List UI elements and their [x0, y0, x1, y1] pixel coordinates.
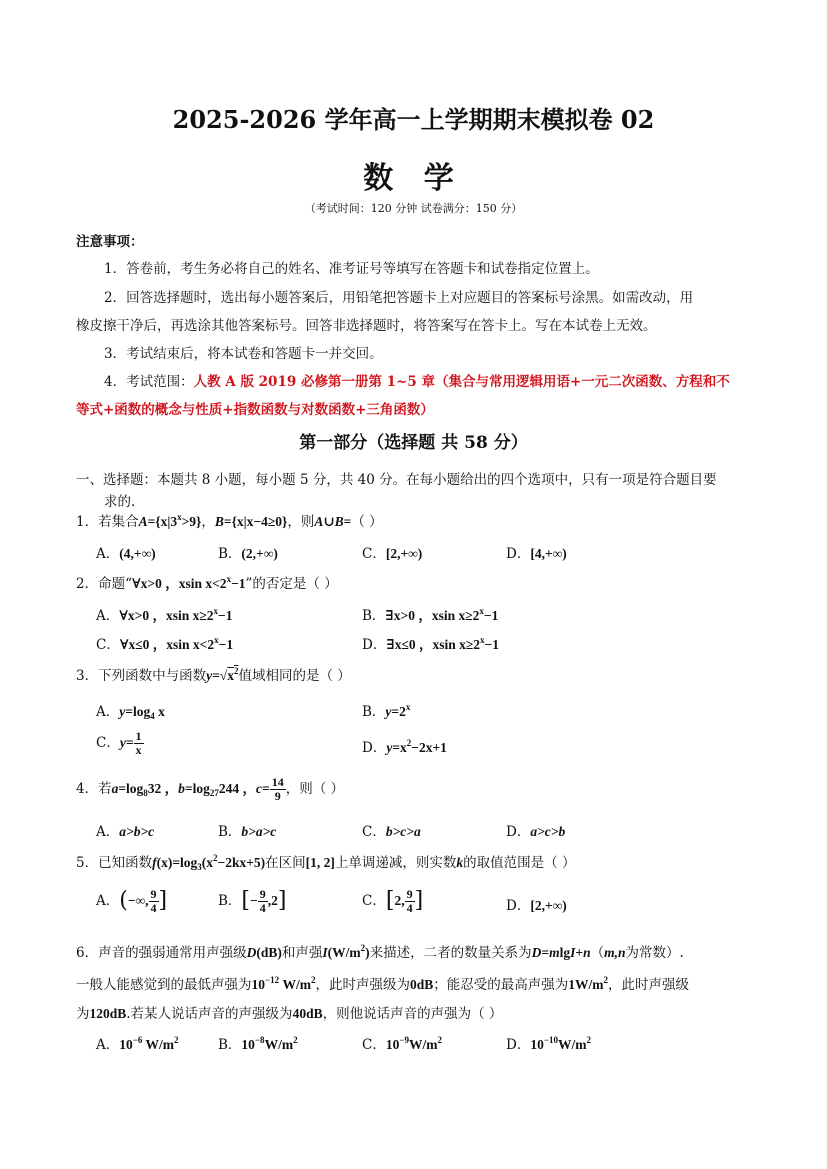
question-2-option-c[interactable]: C．∀x≤0 ，xsin $x<2^x-1$ [96, 635, 234, 653]
question-2-option-a[interactable]: A．∀x>0 ，xsin $x\ge 2^x-1$ [96, 606, 233, 624]
question-5-option-a[interactable]: A．(−∞, $\frac{9}{4}$ ] [96, 887, 168, 915]
question-5-option-c[interactable]: C．[2, $\frac{9}{4}$ ] [362, 887, 424, 915]
notice-item-3: 3．考试结束后，将本试卷和答题卡一并交回。 [104, 346, 383, 362]
question-4-option-c[interactable]: C．b>c>a [362, 824, 421, 840]
question-5-option-d[interactable]: D．[2,+∞) [506, 898, 567, 914]
question-4-option-a[interactable]: A．a>b>c [96, 824, 155, 840]
question-3-option-b[interactable]: B．$y=2^x$ [362, 702, 411, 720]
notice-item-4-prefix: 4．考试范围： [104, 374, 194, 390]
question-3-option-a[interactable]: A．$y=\log_4$ x [96, 704, 165, 721]
question-4-stem: 4．若$a=\log_832$ ，$b=\log_{27}244$ ，c= $\frac{14}{9}$ ，则（ ） [76, 775, 344, 803]
question-4-option-b[interactable]: B．b>a>c [218, 824, 277, 840]
question-4-option-d[interactable]: D．a>c>b [506, 824, 566, 840]
question-3-option-d[interactable]: D．$y=x^2-2x+1$ [362, 738, 447, 756]
question-6-option-a[interactable]: A．$10^{-6}$ $W/m^2$ [96, 1035, 179, 1053]
question-6-line2: 一般人能感觉到的最低声强为$10^{-12}$ $W/m^2$，此时声强级为0dB；能忍受的最高声强为$1W/m^2$，此时声强级 [76, 975, 690, 993]
section-title: 第一部分（选择题 共 58 分） [299, 433, 528, 453]
question-6-option-d[interactable]: D．$10^{-10}W/m^2$ [506, 1035, 591, 1053]
question-3-option-c[interactable]: C．y= $\frac{1}{x}$ [96, 729, 142, 757]
notice-item-4-line1 [104, 370, 730, 390]
question-2-stem: 2．命题“∀x>0 ，xsin $x<2^x-1$”的否定是（ ） [76, 574, 338, 592]
notice-item-2-line1: 2．回答选择题时，选出每小题答案后，用铅笔把答题卡上对应题目的答案标号涂黑。如需改动，用 [104, 290, 694, 306]
question-2-option-b[interactable]: B．∃x>0 ，xsin $x\ge 2^x-1$ [362, 606, 499, 624]
question-6-line1: 6．声音的强弱通常用声强级D(dB)和声强$I(W/m^2)$来描述，二者的数量关系为D=mlgI+n（m,n为常数）. [76, 943, 684, 961]
question-3-stem: 3．下列函数中与函数$y=√x^2$值域相同的是（ ） [76, 666, 351, 684]
question-6-option-b[interactable]: B．$10^{-8}W/m^2$ [218, 1035, 298, 1053]
question-6-option-c[interactable]: C．$10^{-9}W/m^2$ [362, 1035, 442, 1053]
notice-item-1: 1．答卷前，考生务必将自己的姓名、准考证号等填写在答题卡和试卷指定位置上。 [104, 261, 599, 277]
question-5-option-b[interactable]: B．[− $\frac{9}{4}$ ,2] [218, 887, 287, 915]
question-1-option-b[interactable]: B．(2,+∞) [218, 546, 278, 562]
notice-heading: 注意事项： [76, 234, 144, 250]
question-5-stem: 5．已知函数$f(x)=\log_3(x^2-2kx+5)$在区间[1, 2]上单调递减，则实数k的取值范围是（ ） [76, 853, 576, 872]
exam-meta: （考试时间：120 分钟 试卷满分：150 分） [304, 202, 523, 215]
page-title: 2025-2026 学年高一上学期期末模拟卷 02 [172, 105, 655, 134]
notice-item-4-line2: 等式+函数的概念与性质+指数函数与对数函数+三角函数） [76, 402, 434, 418]
question-1-option-c[interactable]: C．[2,+∞) [362, 546, 423, 562]
notice-item-4-scope: 人教 A 版 2019 必修第一册第 1~5 章（集合与常用逻辑用语+一元二次函数、方程和不 [193, 374, 730, 390]
question-1-stem: 1．若集合$A=\{x|3^x>9\}$，B={x|x−4≥0}，则A∪B=（ ） [76, 512, 383, 530]
question-1-option-d[interactable]: D．[4,+∞) [506, 546, 567, 562]
question-6-line3: 为120dB.若某人说话声音的声强级为40dB，则他说话声音的声强为（ ） [76, 1006, 503, 1022]
instructions-line1: 一、选择题：本题共 8 小题，每小题 5 分，共 40 分。在每小题给出的四个选项中，只有一项是符合题目要 [76, 472, 717, 488]
subject-title: 数 学 [363, 161, 464, 196]
instructions-line2: 求的. [104, 494, 136, 510]
question-1-option-a[interactable]: A．(4,+∞) [96, 546, 156, 562]
question-2-option-d[interactable]: D．∃x≤0 ，xsin $x\ge 2^x-1$ [362, 635, 499, 653]
notice-item-2-line2: 橡皮擦干净后，再选涂其他答案标号。回答非选择题时，将答案写在答卡上。写在本试卷上无效。 [76, 318, 657, 334]
